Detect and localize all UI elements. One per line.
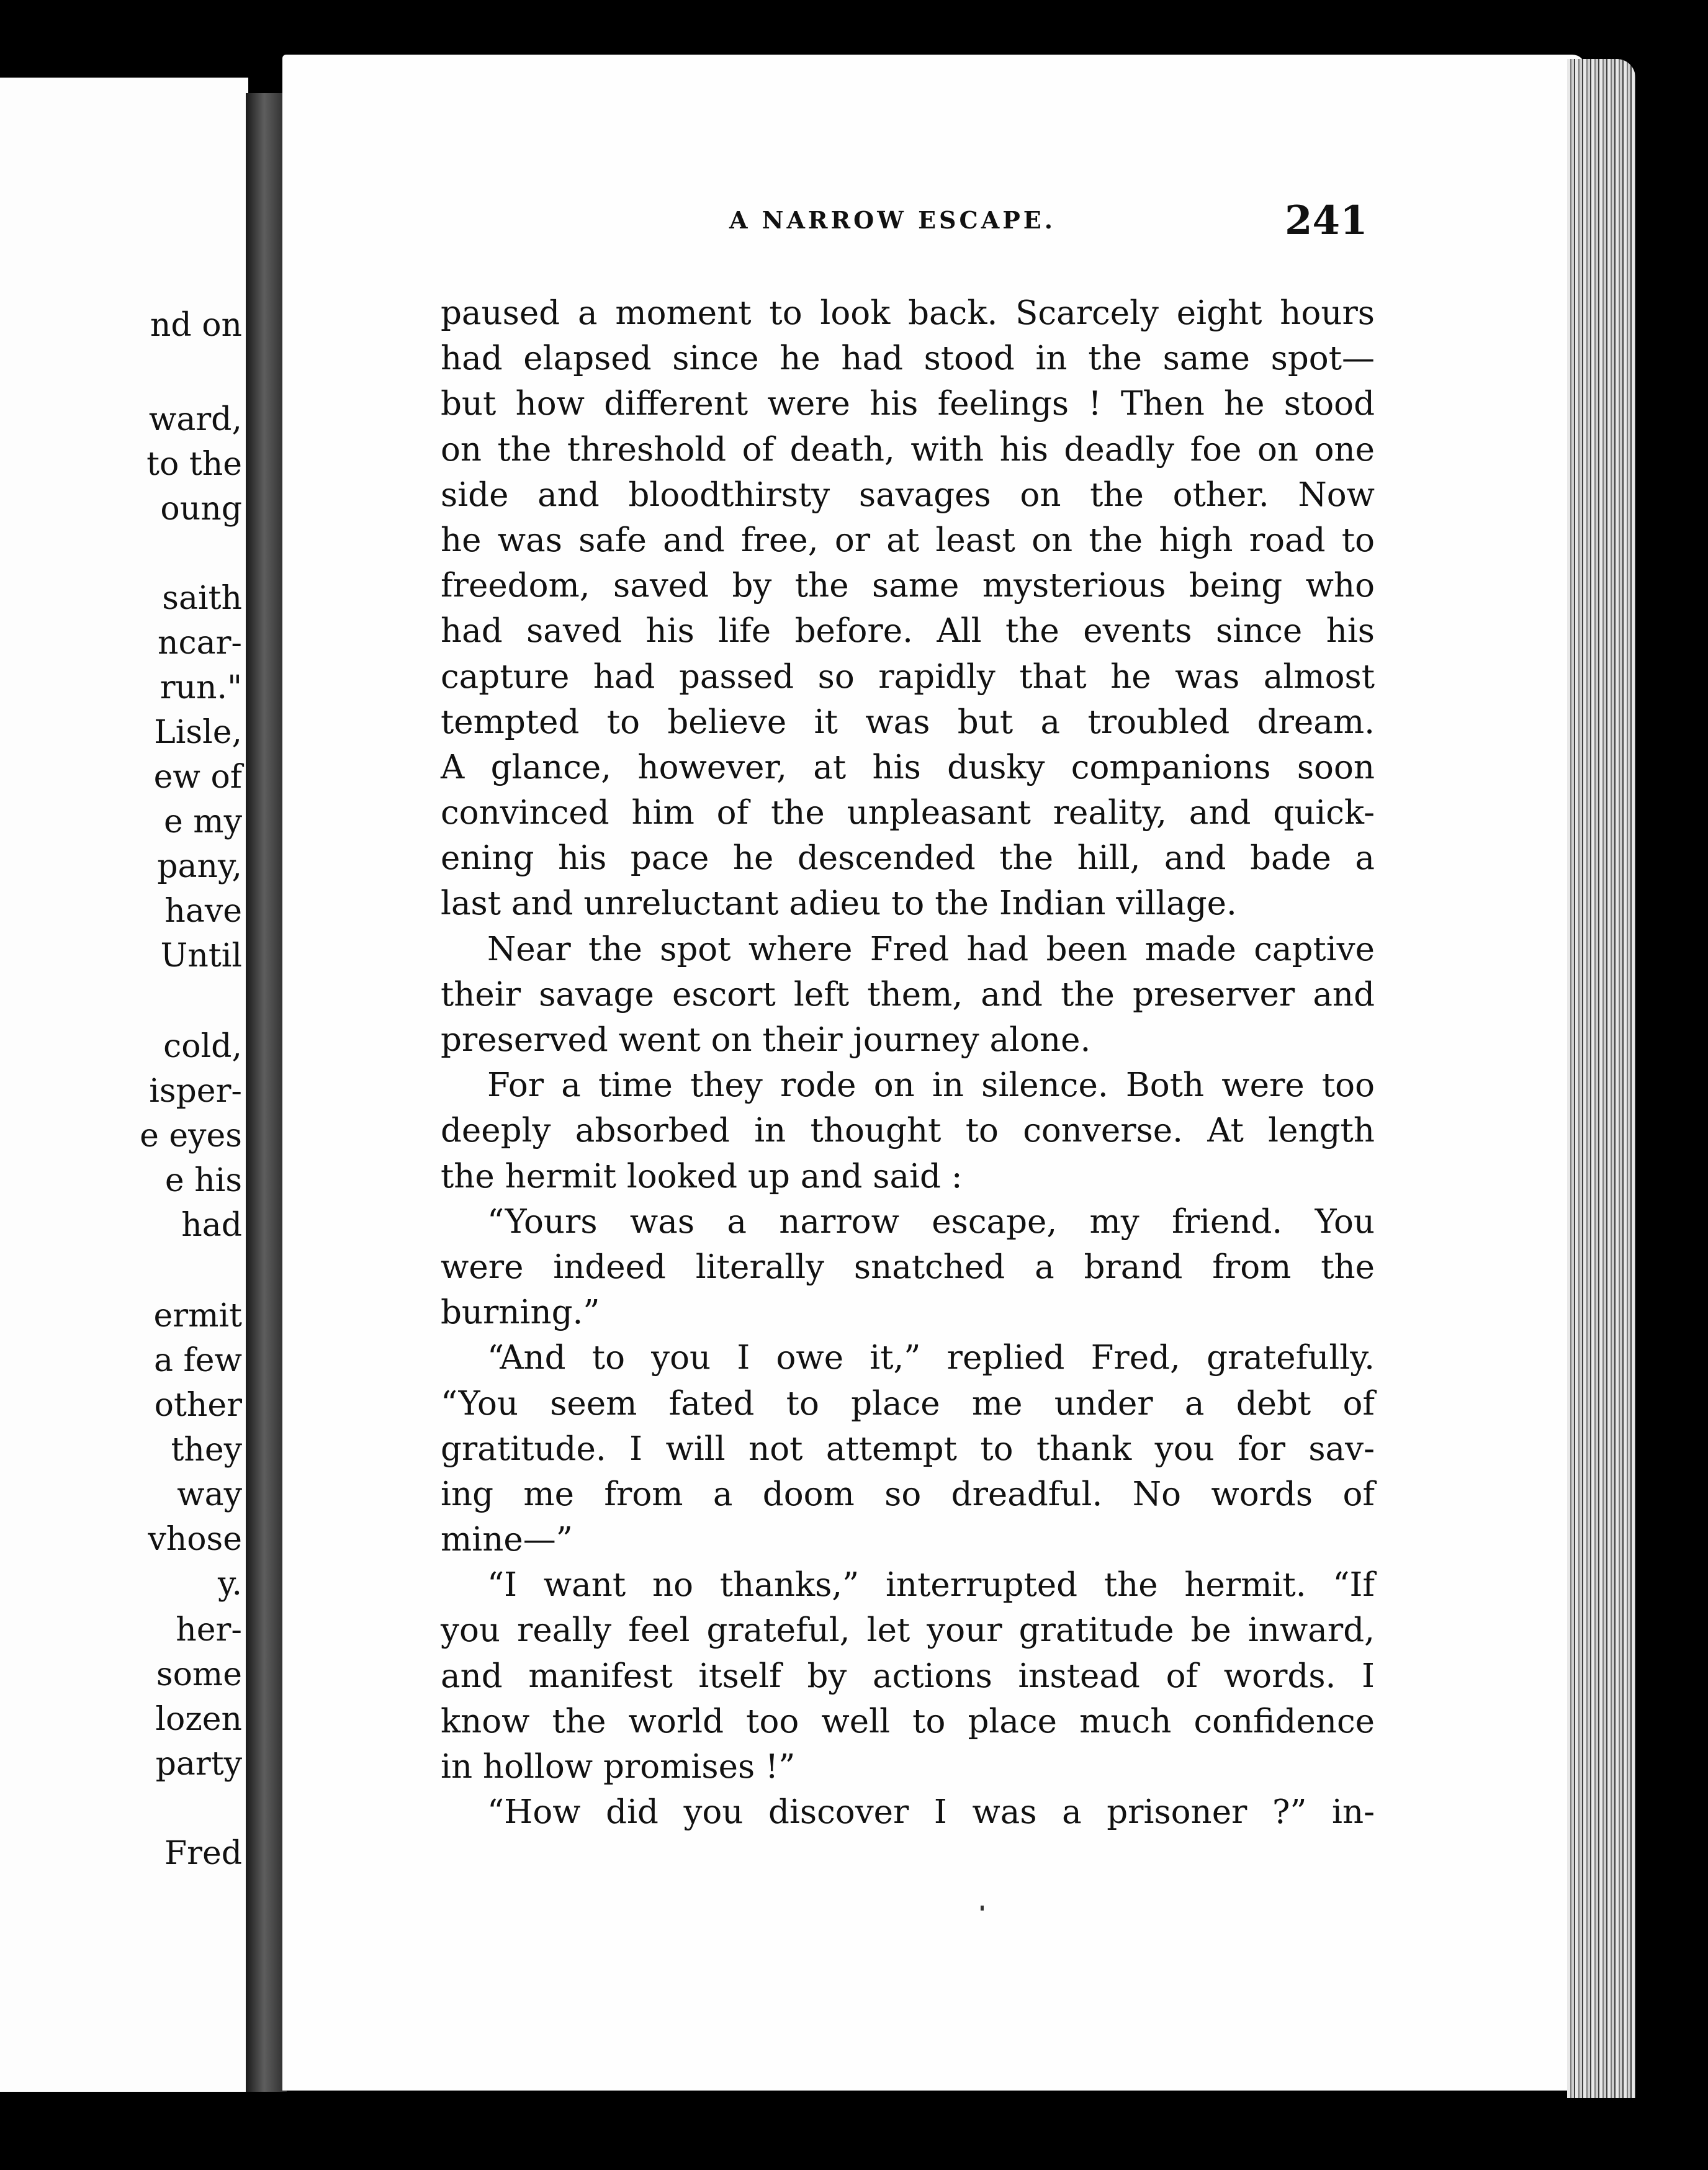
left-page-fragment: e his xyxy=(164,1162,242,1199)
left-page-fragment: party xyxy=(155,1745,242,1783)
text-line: freedom, saved by the same mysterious being who xyxy=(441,567,1375,605)
page-number: 241 xyxy=(1285,197,1368,244)
left-page-fragment: Lisle, xyxy=(154,714,242,751)
left-page-fragment: ncar- xyxy=(157,624,242,662)
text-line: burning.” xyxy=(441,1294,600,1332)
left-page-fragment: nd on xyxy=(150,307,242,344)
left-page-fragment: ermit xyxy=(153,1297,242,1335)
running-head: A NARROW ESCAPE. xyxy=(729,206,1056,234)
text-line: know the world too well to place much confidence xyxy=(441,1702,1375,1740)
text-line: preserved went on their journey alone. xyxy=(441,1021,1091,1059)
left-page-fragment: some xyxy=(156,1656,242,1693)
text-line: deeply absorbed in thought to converse. At length xyxy=(441,1112,1375,1150)
book-gutter xyxy=(246,93,287,2092)
left-page-fragment: other xyxy=(154,1387,242,1424)
text-line: the hermit looked up and said : xyxy=(441,1157,963,1195)
text-line: side and bloodthirsty savages on the other. Now xyxy=(441,475,1375,514)
text-line: “I want no thanks,” interrupted the hermit. “If xyxy=(487,1566,1375,1605)
text-line: and manifest itself by actions instead of words. I xyxy=(441,1657,1375,1695)
left-page-fragment: way xyxy=(177,1476,242,1513)
left-page-fragment: to the xyxy=(146,446,242,483)
text-line: “How did you discover I was a prisoner ?” in- xyxy=(487,1793,1375,1832)
left-page-fragment: saith xyxy=(162,580,242,617)
text-line: tempted to believe it was but a troubled dream. xyxy=(441,703,1375,741)
text-line: convinced him of the unpleasant reality, and quick- xyxy=(441,794,1375,832)
text-line: “And to you I owe it,” replied Fred, gratefully. xyxy=(487,1339,1375,1377)
text-line: ening his pace he descended the hill, and bade a xyxy=(441,839,1375,878)
text-line: paused a moment to look back. Scarcely eight hours xyxy=(441,294,1375,332)
text-line: but how different were his feelings ! Then he stood xyxy=(441,385,1375,423)
text-line: had saved his life before. All the events since his xyxy=(441,612,1375,651)
left-page-fragment: had xyxy=(181,1207,242,1244)
left-page-fragment: Fred xyxy=(164,1835,242,1872)
text-line: in hollow promises !” xyxy=(441,1748,796,1786)
ink-mark xyxy=(981,1906,984,1911)
text-line: For a time they rode on in silence. Both were too xyxy=(487,1066,1375,1105)
text-line: gratitude. I will not attempt to thank you for sav- xyxy=(441,1429,1375,1468)
left-page-fragment: have xyxy=(164,893,242,930)
text-line: A glance, however, at his dusky companions soon xyxy=(441,748,1375,786)
text-line: capture had passed so rapidly that he was almost xyxy=(441,657,1375,696)
text-line: “Yours was a narrow escape, my friend. You xyxy=(487,1202,1375,1241)
left-page xyxy=(0,78,248,2092)
left-page-fragment: pany, xyxy=(157,848,242,885)
left-page-fragment: a few xyxy=(153,1342,242,1379)
left-page-fragment: ew of xyxy=(153,759,242,796)
left-page-fragment: run." xyxy=(160,669,242,706)
left-page-fragment: her- xyxy=(176,1611,242,1649)
left-page-fragment: y. xyxy=(218,1565,242,1603)
left-page-fragment: e eyes xyxy=(140,1117,242,1155)
left-page-fragment: Until xyxy=(160,937,242,975)
body-text xyxy=(441,290,1375,1835)
text-line: he was safe and free, or at least on the high road to xyxy=(441,521,1375,559)
text-line: “You seem fated to place me under a debt of xyxy=(441,1384,1375,1423)
left-page-fragment: lozen xyxy=(155,1701,242,1738)
left-page-fragment: they xyxy=(171,1431,242,1469)
text-line: on the threshold of death, with his deadly foe on one xyxy=(441,430,1375,469)
left-page-fragment: vhose xyxy=(148,1521,242,1558)
page-edges xyxy=(1567,59,1635,2098)
left-page-fragment: e my xyxy=(164,803,242,840)
text-line: last and unreluctant adieu to the Indian village. xyxy=(441,885,1237,923)
text-line: their savage escort left them, and the preserver and xyxy=(441,975,1375,1014)
left-page-fragment: oung xyxy=(160,490,242,528)
text-line: you really feel grateful, let your gratitude be inward, xyxy=(441,1611,1375,1650)
text-line: had elapsed since he had stood in the same spot— xyxy=(441,340,1375,378)
text-line: ing me from a doom so dreadful. No words of xyxy=(441,1475,1375,1513)
text-line: Near the spot where Fred had been made captive xyxy=(487,930,1375,968)
text-line: mine—” xyxy=(441,1521,573,1559)
text-line: were indeed literally snatched a brand from the xyxy=(441,1248,1375,1286)
left-page-fragment: cold, xyxy=(163,1028,242,1065)
left-page-fragment: ward, xyxy=(148,401,242,438)
left-page-fragment: isper- xyxy=(149,1073,242,1110)
